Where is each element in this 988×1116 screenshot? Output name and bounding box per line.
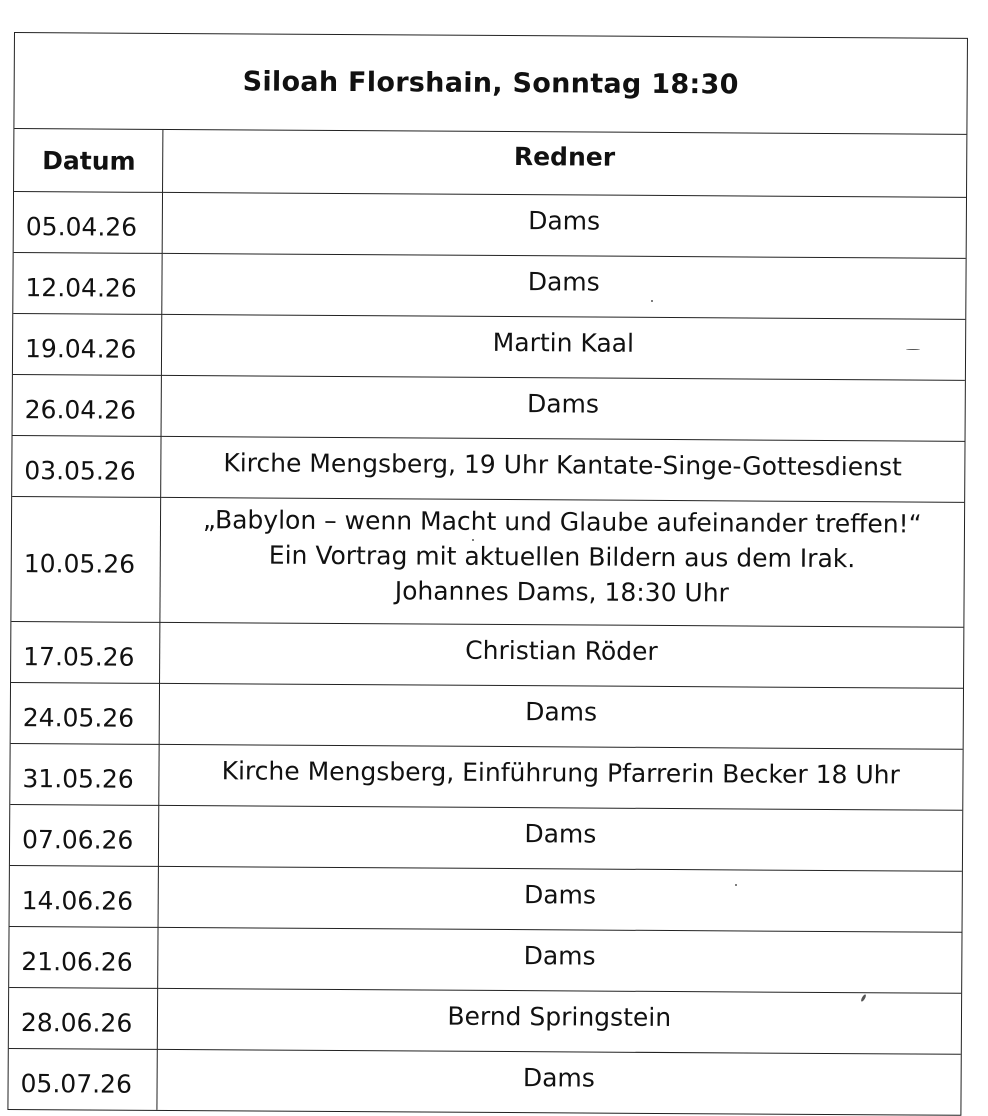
speaker-line: Kirche Mengsberg, Einführung Pfarrerin Becker 18 Uhr — [221, 756, 900, 790]
row-date: 14.06.26 — [10, 865, 158, 927]
schedule-sheet — [7, 32, 968, 1116]
row-speaker — [161, 253, 965, 319]
scan-speck — [651, 300, 653, 302]
speaker-line: Martin Kaal — [492, 327, 635, 358]
row-speaker — [158, 744, 962, 810]
row-speaker — [158, 866, 962, 932]
speaker-line: Dams — [525, 697, 598, 727]
table-row — [9, 987, 961, 1054]
table-row — [14, 192, 966, 259]
row-speaker — [157, 927, 961, 993]
speaker-line: Ein Vortrag mit aktuellen Bildern aus dem Irak. — [268, 540, 856, 574]
speaker-line: Kirche Mengsberg, 19 Uhr Kantate-Singe-Gottesdienst — [223, 448, 902, 482]
row-speaker — [159, 683, 963, 749]
row-speaker — [156, 1049, 960, 1114]
row-speaker — [159, 497, 964, 627]
table-row — [13, 253, 965, 320]
speaker-line: Dams — [527, 267, 600, 297]
speaker-line: Johannes Dams, 18:30 Uhr — [394, 576, 729, 608]
speaker-line: Dams — [524, 819, 597, 849]
row-date: 21.06.26 — [9, 926, 157, 988]
header-row — [14, 129, 966, 197]
table-row — [13, 374, 965, 441]
schedule-rows — [8, 192, 966, 1115]
row-date: 07.06.26 — [10, 804, 158, 866]
speaker-line: Dams — [523, 880, 597, 910]
row-date: 31.05.26 — [10, 743, 158, 805]
table-row — [11, 621, 963, 688]
table-row — [10, 743, 962, 810]
speaker-line: Dams — [522, 1063, 595, 1093]
table-row — [11, 682, 963, 749]
row-date: 28.06.26 — [9, 987, 157, 1049]
row-date: 12.04.26 — [13, 253, 161, 315]
table-row — [11, 496, 964, 627]
table-row — [13, 314, 965, 381]
row-date: 05.07.26 — [8, 1048, 156, 1109]
speaker-line: Dams — [526, 389, 600, 419]
scan-speck — [906, 349, 920, 350]
row-date: 05.04.26 — [14, 192, 162, 254]
speaker-column-header: Redner — [162, 130, 966, 197]
row-date: 26.04.26 — [13, 374, 161, 436]
row-date: 17.05.26 — [11, 621, 159, 683]
speaker-line: Bernd Springstein — [447, 1001, 672, 1033]
table-row — [10, 865, 962, 932]
table-row — [12, 435, 964, 502]
schedule-title: Siloah Florshain, Sonntag 18:30 — [14, 33, 967, 135]
row-speaker — [157, 988, 961, 1054]
row-speaker — [161, 375, 965, 441]
row-speaker — [161, 314, 965, 380]
row-date: 19.04.26 — [13, 314, 161, 376]
schedule-table — [8, 129, 966, 1115]
row-date: 24.05.26 — [11, 682, 159, 744]
row-date: 10.05.26 — [11, 496, 160, 622]
table-row — [8, 1048, 960, 1114]
scan-speck — [472, 539, 474, 541]
speaker-line: „Babylon – wenn Macht und Glaube aufeinander treffen!“ — [202, 505, 922, 539]
table-row — [9, 926, 961, 993]
speaker-line: Dams — [523, 941, 596, 971]
table-row — [10, 804, 962, 871]
date-column-header: Datum — [14, 129, 162, 192]
row-speaker — [159, 622, 963, 688]
speaker-line: Christian Röder — [465, 635, 658, 666]
row-date: 03.05.26 — [12, 435, 160, 497]
scan-speck — [735, 884, 737, 886]
row-speaker — [162, 192, 966, 258]
speaker-line: Dams — [528, 206, 601, 236]
row-speaker — [160, 436, 964, 502]
row-speaker — [158, 805, 962, 871]
